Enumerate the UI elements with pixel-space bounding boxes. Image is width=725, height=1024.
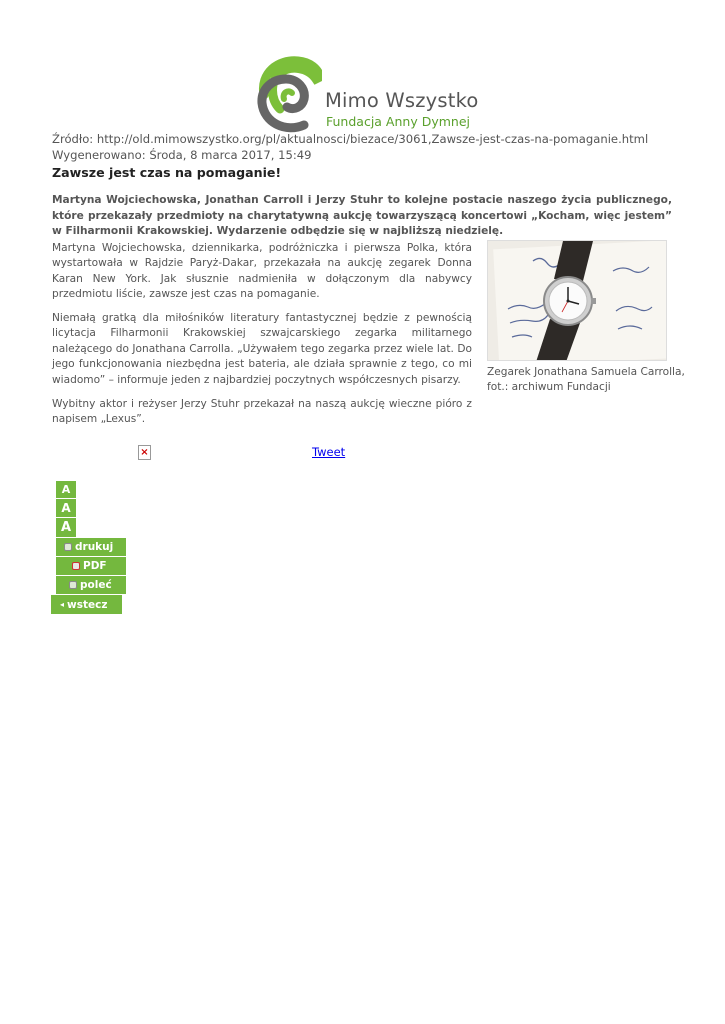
pdf-label: PDF (83, 560, 107, 572)
pdf-button[interactable] (56, 557, 126, 576)
back-arrow-icon: ◂ (60, 600, 65, 609)
article-lead: Martyna Wojciechowska, Jonathan Carroll i Jerzy Stuhr to kolejne postacie naszego życia publicznego, które przekazały przedmioty na charytatywną aukcję towarzyszącą koncertowi „Kocham, więc jestem” w Filharmonii Krakowskiej. Wydarzenie odbędzie się w najbliższą niedzielę. (52, 194, 672, 237)
photo-caption: Zegarek Jonathana Samuela Carrolla, fot.: archiwum Fundacji (487, 366, 685, 394)
font-size-medium-button[interactable]: A (56, 499, 76, 518)
print-label: drukuj (75, 541, 114, 553)
font-size-large-button[interactable]: A (56, 518, 76, 538)
recommend-button[interactable] (56, 576, 126, 595)
article-paragraph-1: Martyna Wojciechowska, dziennikarka, podróżniczka i pierwsza Polka, która wystartowała w Rajdzie Paryż-Dakar, przekazała na aukcję zegarek Donna Karan New York. Jak słusznie nadmieniła w dołączonym dla nabywcy przedmiotu liście, zawsze jest czas na pomaganie. (52, 242, 472, 301)
foundation-logo (256, 55, 479, 135)
logo-name: Mimo Wszystko (325, 89, 479, 112)
back-label: wstecz (67, 598, 108, 611)
watch-photo (487, 240, 667, 361)
source-url: Źródło: http://old.mimowszystko.org/pl/aktualnosci/biezace/3061,Zawsze-jest-czas-na-pomaganie.html (52, 132, 649, 146)
font-size-small-button[interactable]: A (56, 481, 76, 499)
spiral-logo-icon (256, 55, 322, 133)
back-button[interactable] (51, 595, 122, 615)
logo-subtitle: Fundacja Anny Dymnej (326, 114, 470, 129)
pdf-icon (72, 562, 80, 570)
article-paragraph-3: Wybitny aktor i reżyser Jerzy Stuhr przekazał na naszą aukcję wieczne pióro z napisem „Lexus”. (52, 398, 472, 426)
tweet-link[interactable]: Tweet (312, 445, 346, 459)
article-title: Zawsze jest czas na pomaganie! (52, 165, 282, 180)
generated-date: Wygenerowano: Środa, 8 marca 2017, 15:49 (52, 148, 312, 162)
printer-icon (64, 543, 72, 551)
document-meta (52, 131, 648, 163)
recommend-label: poleć (80, 579, 112, 591)
envelope-icon (69, 581, 77, 589)
broken-image-icon: × (138, 445, 151, 460)
article-paragraph-2: Niemałą gratką dla miłośników literatury fantastycznej będzie z pewnością licytacja Filharmonii Krakowskiej szwajcarskiego zegarka militarnego należącego do Jonathana Carrolla. „Używałem tego zegarka przez wiele lat. Do jego funkcjonowania niezbędna jest bateria, ale działa sprawnie z tego, co mi wiadomo” – informuje jeden z najbardziej poczytnych współczesnych pisarzy. (52, 312, 472, 386)
print-button[interactable] (56, 538, 126, 557)
